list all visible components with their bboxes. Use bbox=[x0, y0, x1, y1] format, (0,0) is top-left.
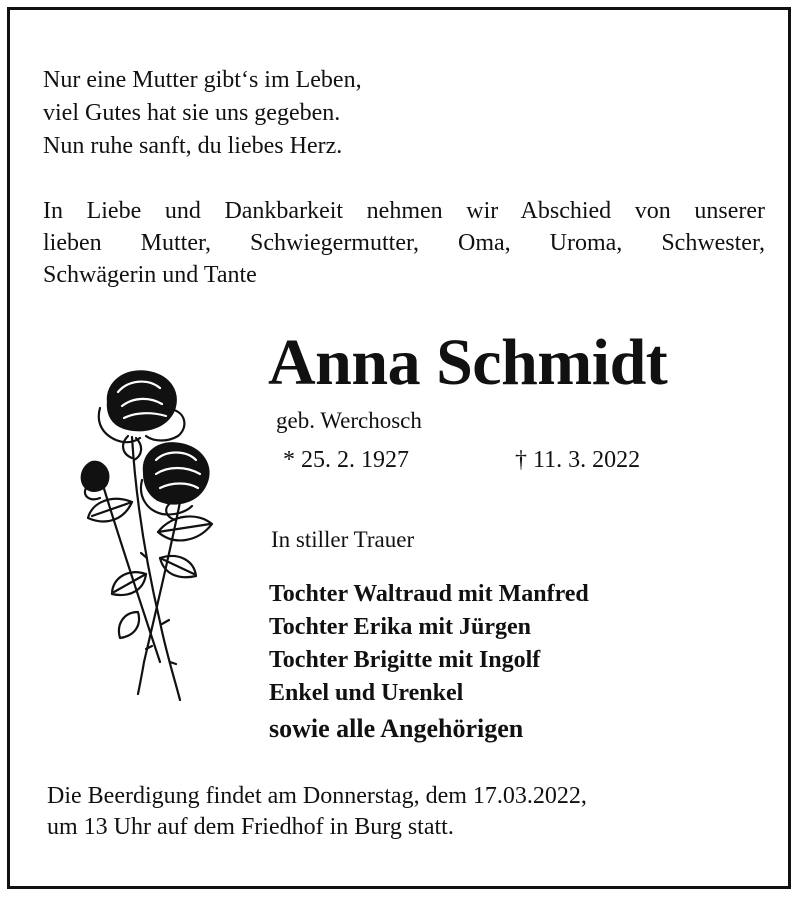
funeral-info bbox=[47, 781, 587, 843]
poem bbox=[43, 64, 362, 163]
funeral-line: um 13 Uhr auf dem Friedhof in Burg statt. bbox=[47, 814, 454, 840]
family-member: Tochter Brigitte mit Ingolf bbox=[269, 647, 541, 673]
poem-line: viel Gutes hat sie uns gegeben. bbox=[43, 100, 341, 126]
intro-line: In Liebe und Dankbarkeit nehmen wir Abschied von unserer bbox=[43, 198, 765, 224]
deceased-name: Anna Schmidt bbox=[268, 326, 668, 399]
birth-name: geb. Werchosch bbox=[276, 408, 422, 433]
intro-line: lieben Mutter, Schwiegermutter, Oma, Uroma, Schwester, bbox=[43, 230, 765, 256]
family-member: sowie alle Angehörigen bbox=[269, 714, 524, 743]
life-dates bbox=[283, 447, 641, 474]
mourning-label: In stiller Trauer bbox=[271, 527, 415, 552]
funeral-line: Die Beerdigung findet am Donnerstag, dem 17.03.2022, bbox=[47, 783, 587, 809]
death-date: † 11. 3. 2022 bbox=[515, 447, 641, 473]
intro-text bbox=[43, 195, 765, 291]
family-member: Enkel und Urenkel bbox=[269, 680, 464, 706]
birth-date: * 25. 2. 1927 bbox=[283, 447, 409, 473]
family-list bbox=[269, 578, 589, 745]
family-member: Tochter Erika mit Jürgen bbox=[269, 614, 531, 640]
poem-line: Nun ruhe sanft, du liebes Herz. bbox=[43, 133, 343, 159]
family-member: Tochter Waltraud mit Manfred bbox=[269, 581, 589, 607]
poem-line: Nur eine Mutter gibt‘s im Leben, bbox=[43, 67, 362, 93]
rose-icon bbox=[62, 362, 232, 707]
intro-line: Schwägerin und Tante bbox=[43, 262, 257, 288]
